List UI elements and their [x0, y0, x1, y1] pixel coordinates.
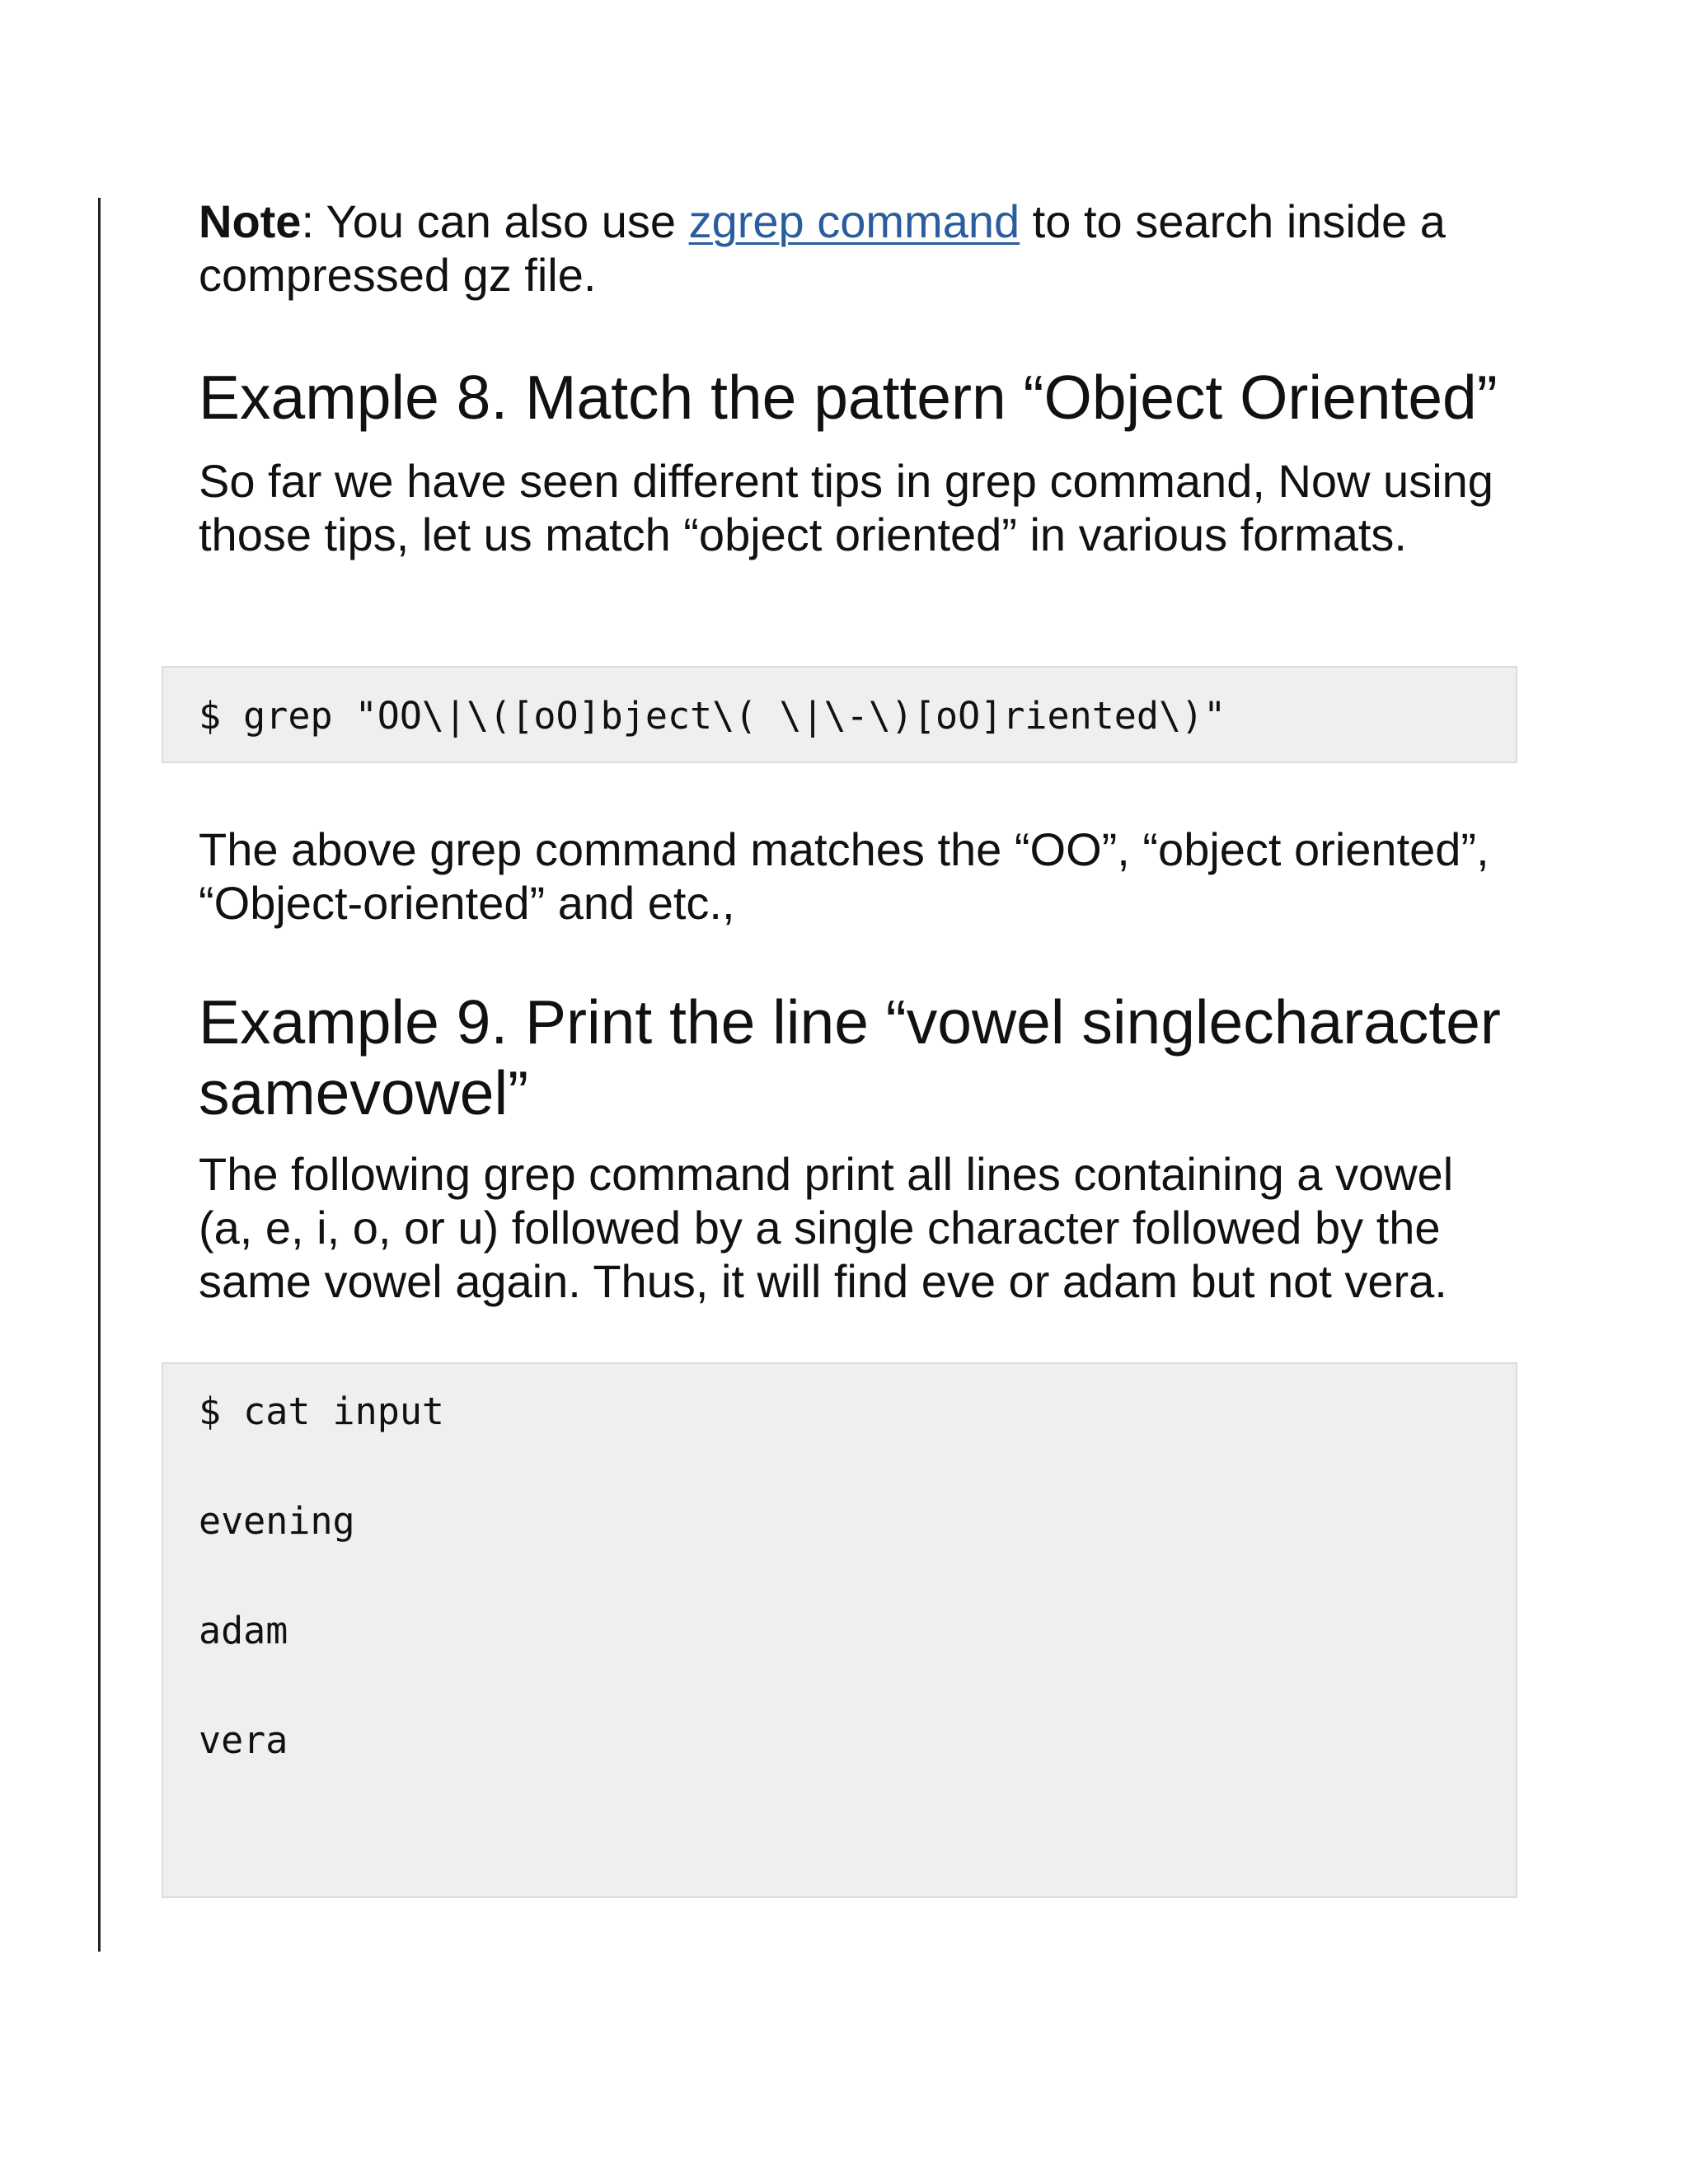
example-8-explanation: The above grep command matches the “OO”, “object oriented”, “Object-oriented” and etc.,: [199, 823, 1489, 929]
example-8-body: So far we have seen different tips in grep command, Now using those tips, let us match “object oriented” in various formats.: [199, 455, 1493, 560]
code-line-adam: adam: [199, 1609, 288, 1652]
code-line-cat-input: $ cat input: [199, 1390, 445, 1433]
example-9-code-block: [162, 1362, 1517, 1898]
note-text-before-link: : You can also use: [301, 195, 689, 247]
example-8-code-block: [162, 666, 1517, 763]
page-left-rule: [98, 198, 101, 1952]
example-8-code-line: $ grep "OO\|\([oO]bject\( \|\-\)[oO]riented\)": [199, 694, 1226, 738]
example-9-body: The following grep command print all lines containing a vowel (a, e, i, o, or u) followed by a single character followed by the same vowel again. Thus, it will find eve or adam but not vera.: [199, 1148, 1454, 1307]
code-line-vera: vera: [199, 1718, 288, 1762]
code-line-evening: evening: [199, 1499, 355, 1543]
note-label: Note: [199, 195, 302, 247]
note-text-after-link: to to search inside a compressed gz file.: [199, 195, 1446, 301]
note-paragraph: [199, 194, 1517, 302]
example-9-heading: Example 9. Print the line “vowel singlecharacter samevowel”: [199, 987, 1501, 1127]
zgrep-command-link[interactable]: zgrep command: [688, 195, 1020, 247]
example-8-heading: Example 8. Match the pattern “Object Oriented”: [199, 363, 1498, 432]
